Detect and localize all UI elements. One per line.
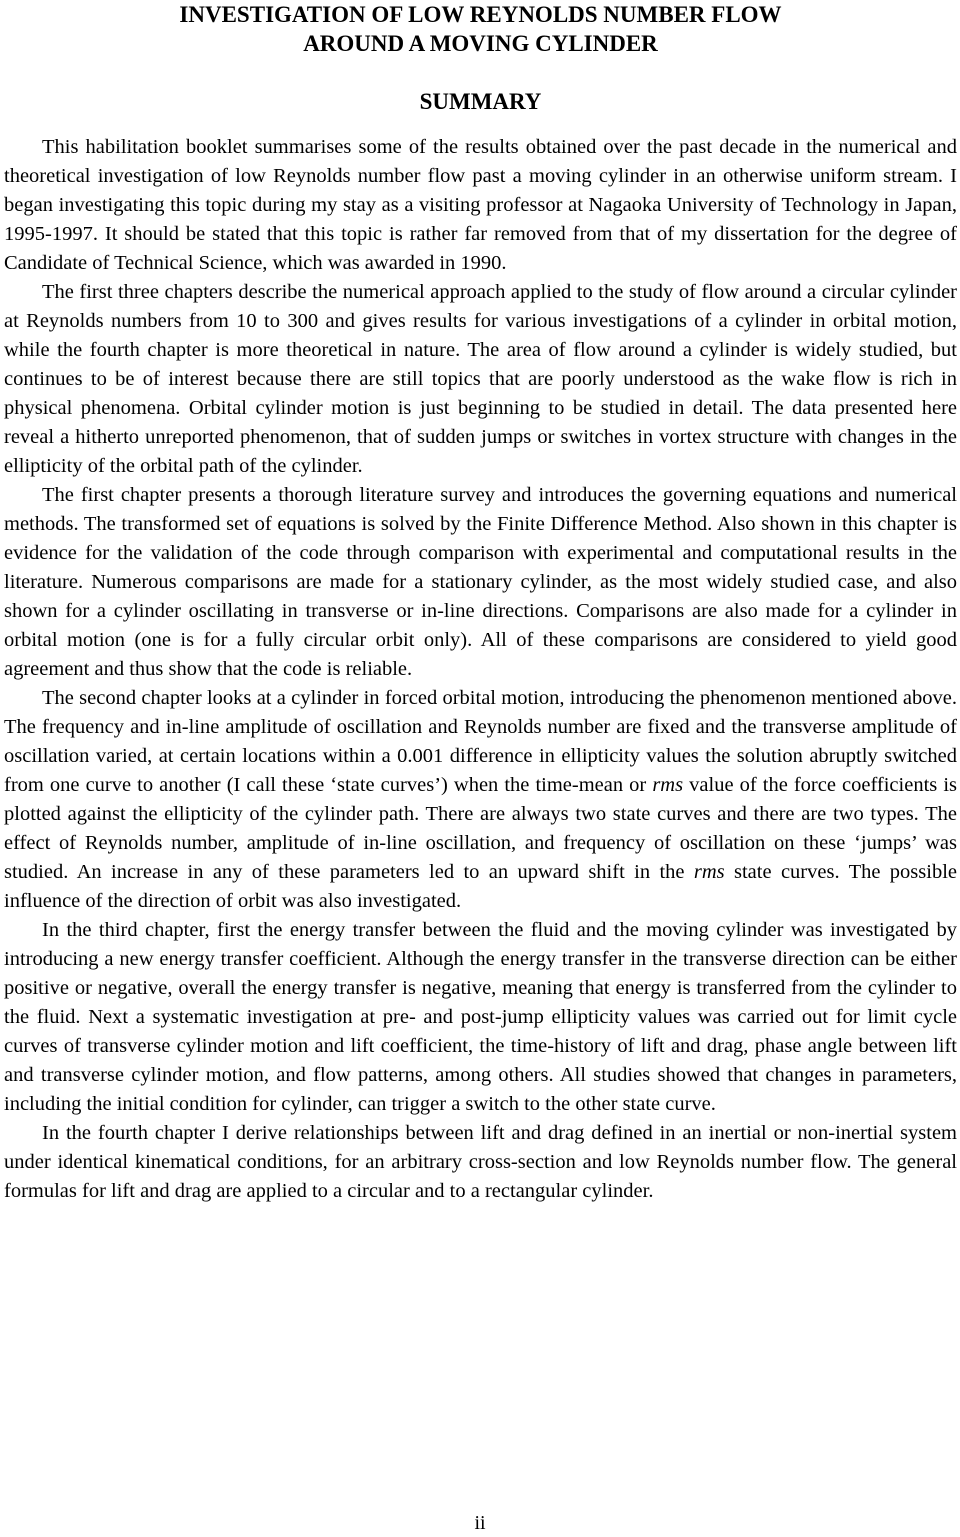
summary-heading: SUMMARY	[419, 89, 542, 114]
paragraph-intro: This habilitation booklet summarises some of the results obtained over the past decade in the numerical and theoretical investigation of low Reynolds number flow past a moving cylinder in an otherwise uniform stream. I began investigating this topic during my stay as a visiting professor at Nagaoka University of Technology in Japan, 1995-1997. It should be stated that this topic is rather far removed from that of my dissertation for the degree of Candidate of Technical Science, which was awarded in 1990.	[4, 136, 957, 274]
rms-emphasis-2: rms	[693, 861, 725, 883]
document-page	[4, 0, 957, 1537]
document-title	[4, 0, 957, 58]
paragraph-chapter-1: The first chapter presents a thorough literature survey and introduces the governing equations and numerical methods. The transformed set of equations is solved by the Finite Difference Method. Also shown in this chapter is evidence for the validation of the code through comparison with experimental and computational results in the literature. Numerous comparisons are made for a stationary cylinder, as the most widely studied case, and also shown for a cylinder oscillating in transverse or in-line directions. Comparisons are also made for a cylinder in orbital motion (one is for a fully circular orbit only). All of these comparisons are considered to yield good agreement and thus show that the code is reliable.	[4, 484, 957, 680]
page-number: ii	[474, 1512, 486, 1534]
paragraph-chapter-3: In the third chapter, first the energy transfer between the fluid and the moving cylinder was investigated by introducing a new energy transfer coefficient. Although the energy transfer in the transverse direction can be either positive or negative, overall the energy transfer is negative, meaning that energy is transferred from the cylinder to the fluid. Next a systematic investigation at pre- and post-jump ellipticity values was carried out for limit cycle curves of transverse cylinder motion and lift coefficient, the time-history of lift and drag, phase angle between lift and transverse cylinder motion, and flow patterns, among others. All studies showed that changes in parameters, including the initial condition for cylinder, can trigger a switch to the other state curve.	[4, 919, 957, 1115]
paragraph-chapter-2	[4, 684, 957, 916]
title-line-2: AROUND A MOVING CYLINDER	[303, 31, 658, 56]
title-line-1: INVESTIGATION OF LOW REYNOLDS NUMBER FLOW	[179, 2, 782, 27]
rms-emphasis-1: rms	[652, 774, 684, 796]
paragraph-chapter-2-text-1: The second chapter looks at a cylinder in forced orbital motion, introducing the phenomenon mentioned above. The frequency and in-line amplitude of oscillation and Reynolds number are fixed and the transverse amplitude of oscillation varied, at certain locations within a 0.001 difference in ellipticity values the solution abruptly switched from one curve to another (I call these ‘state curves’) when the time-mean or	[4, 687, 957, 796]
summary-body	[4, 133, 957, 1206]
paragraph-chapter-2-text-3: state curves. The possible influence of the direction of orbit was also investigated.	[4, 861, 958, 912]
paragraph-chapter-4: In the fourth chapter I derive relationships between lift and drag defined in an inertial or non-inertial system under identical kinematical conditions, for an arbitrary cross-section and low Reynolds number flow. The general formulas for lift and drag are applied to a circular and to a rectangular cylinder.	[4, 1122, 957, 1202]
paragraph-overview: The first three chapters describe the numerical approach applied to the study of flow around a circular cylinder at Reynolds numbers from 10 to 300 and gives results for various investigations of a cylinder in orbital motion, while the fourth chapter is more theoretical in nature. The area of flow around a cylinder is widely studied, but continues to be of interest because there are still topics that are poorly understood as the wake flow is rich in physical phenomena. Orbital cylinder motion is just beginning to be studied in detail. The data presented here reveal a hitherto unreported phenomenon, that of sudden jumps or switches in vortex structure with changes in the ellipticity of the orbital path of the cylinder.	[4, 281, 957, 477]
paragraph-chapter-2-text-2: value of the force coefficients is plotted against the ellipticity of the cylinder path. There are always two state curves and there are two types. The effect of Reynolds number, amplitude of in-line oscillation, and frequency of oscillation on these ‘jumps’ was studied. An increase in any of these parameters led to an upward shift in the	[4, 774, 957, 883]
